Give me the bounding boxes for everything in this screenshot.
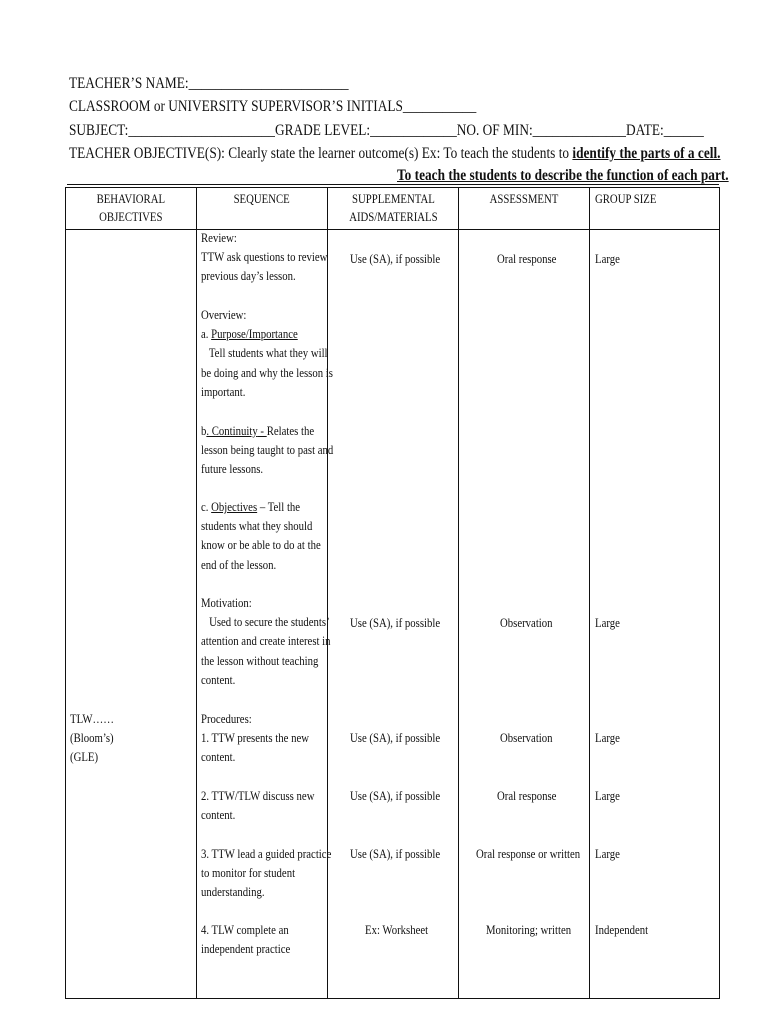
aids-procedure-3: Use (SA), if possible xyxy=(350,847,441,861)
assessment-procedure-4: Monitoring; written xyxy=(486,923,572,937)
assessment-motivation: Observation xyxy=(500,616,553,630)
aids-cell xyxy=(328,230,459,999)
aids-review: Use (SA), if possible xyxy=(350,252,441,266)
procedure-4: 4. TLW complete an independent practice xyxy=(201,923,291,957)
group-procedure-1: Large xyxy=(595,731,620,745)
motivation-block: Motivation: Used to secure the students’ attention and create interest in the lesson without teaching content. xyxy=(201,596,331,687)
assessment-procedure-1: Observation xyxy=(500,731,553,745)
group-procedure-2: Large xyxy=(595,789,620,803)
teacher-name-line: TEACHER’S NAME:________________________ xyxy=(69,75,349,92)
supervisor-initials-line: CLASSROOM or UNIVERSITY SUPERVISOR’S INITIALS___________ xyxy=(69,98,477,115)
table-body-row xyxy=(66,230,720,999)
group-motivation: Large xyxy=(595,616,620,630)
group-procedure-4: Independent xyxy=(595,923,649,937)
lesson-plan-table xyxy=(65,187,720,999)
group-size-cell xyxy=(590,230,720,999)
objective-underlined: identify the parts of a cell. xyxy=(572,145,721,162)
col-header-aids: SUPPLEMENTAL AIDS/MATERIALS xyxy=(328,188,459,230)
assessment-cell xyxy=(459,230,590,999)
col-header-behavioral: BEHAVIORAL OBJECTIVES xyxy=(66,188,197,230)
aids-procedure-4: Ex: Worksheet xyxy=(365,923,429,937)
table-header-row xyxy=(66,188,720,230)
header-rule xyxy=(67,184,719,185)
procedure-3: 3. TTW lead a guided practice to monitor for student understanding. xyxy=(201,847,332,900)
assessment-procedure-3: Oral response or written xyxy=(476,847,581,861)
aids-procedure-1: Use (SA), if possible xyxy=(350,731,441,745)
assessment-review: Oral response xyxy=(497,252,557,266)
behavioral-text: TLW…… (Bloom’s) (GLE) xyxy=(70,712,114,765)
procedures-block: Procedures: 1. TTW presents the new content. xyxy=(201,712,309,765)
objective-line-2 xyxy=(397,166,729,186)
overview-block: Overview: a. Purpose/Importance Tell students what they will be doing and why the lesson is important. xyxy=(201,308,333,399)
subject-grade-line: SUBJECT:______________________GRADE LEVEL:_____________NO. OF MIN:______________DATE:______ xyxy=(69,122,704,139)
col-header-group-size: GROUP SIZE xyxy=(590,188,720,230)
sequence-cell xyxy=(197,230,334,999)
review-block: Review: TTW ask questions to review previous day’s lesson. xyxy=(201,231,328,284)
assessment-procedure-2: Oral response xyxy=(497,789,557,803)
col-header-assessment: ASSESSMENT xyxy=(459,188,590,230)
group-review: Large xyxy=(595,252,620,266)
objectives-block: c. Objectives – Tell the students what they should know or be able to do at the end of the lesson. xyxy=(201,500,321,572)
col-header-sequence: SEQUENCE xyxy=(197,188,328,230)
procedure-2: 2. TTW/TLW discuss new content. xyxy=(201,789,315,823)
objective-underlined-2: To teach the students to describe the function of each part. xyxy=(397,167,729,184)
group-procedure-3: Large xyxy=(595,847,620,861)
teacher-objective-line xyxy=(69,144,720,164)
objective-prefix: TEACHER OBJECTIVE(S): Clearly state the learner outcome(s) Ex: To teach the students to xyxy=(69,145,573,162)
aids-procedure-2: Use (SA), if possible xyxy=(350,789,441,803)
continuity-block: b. Continuity - Relates the lesson being taught to past and future lessons. xyxy=(201,424,334,477)
aids-motivation: Use (SA), if possible xyxy=(350,616,441,630)
behavioral-cell xyxy=(66,230,197,999)
